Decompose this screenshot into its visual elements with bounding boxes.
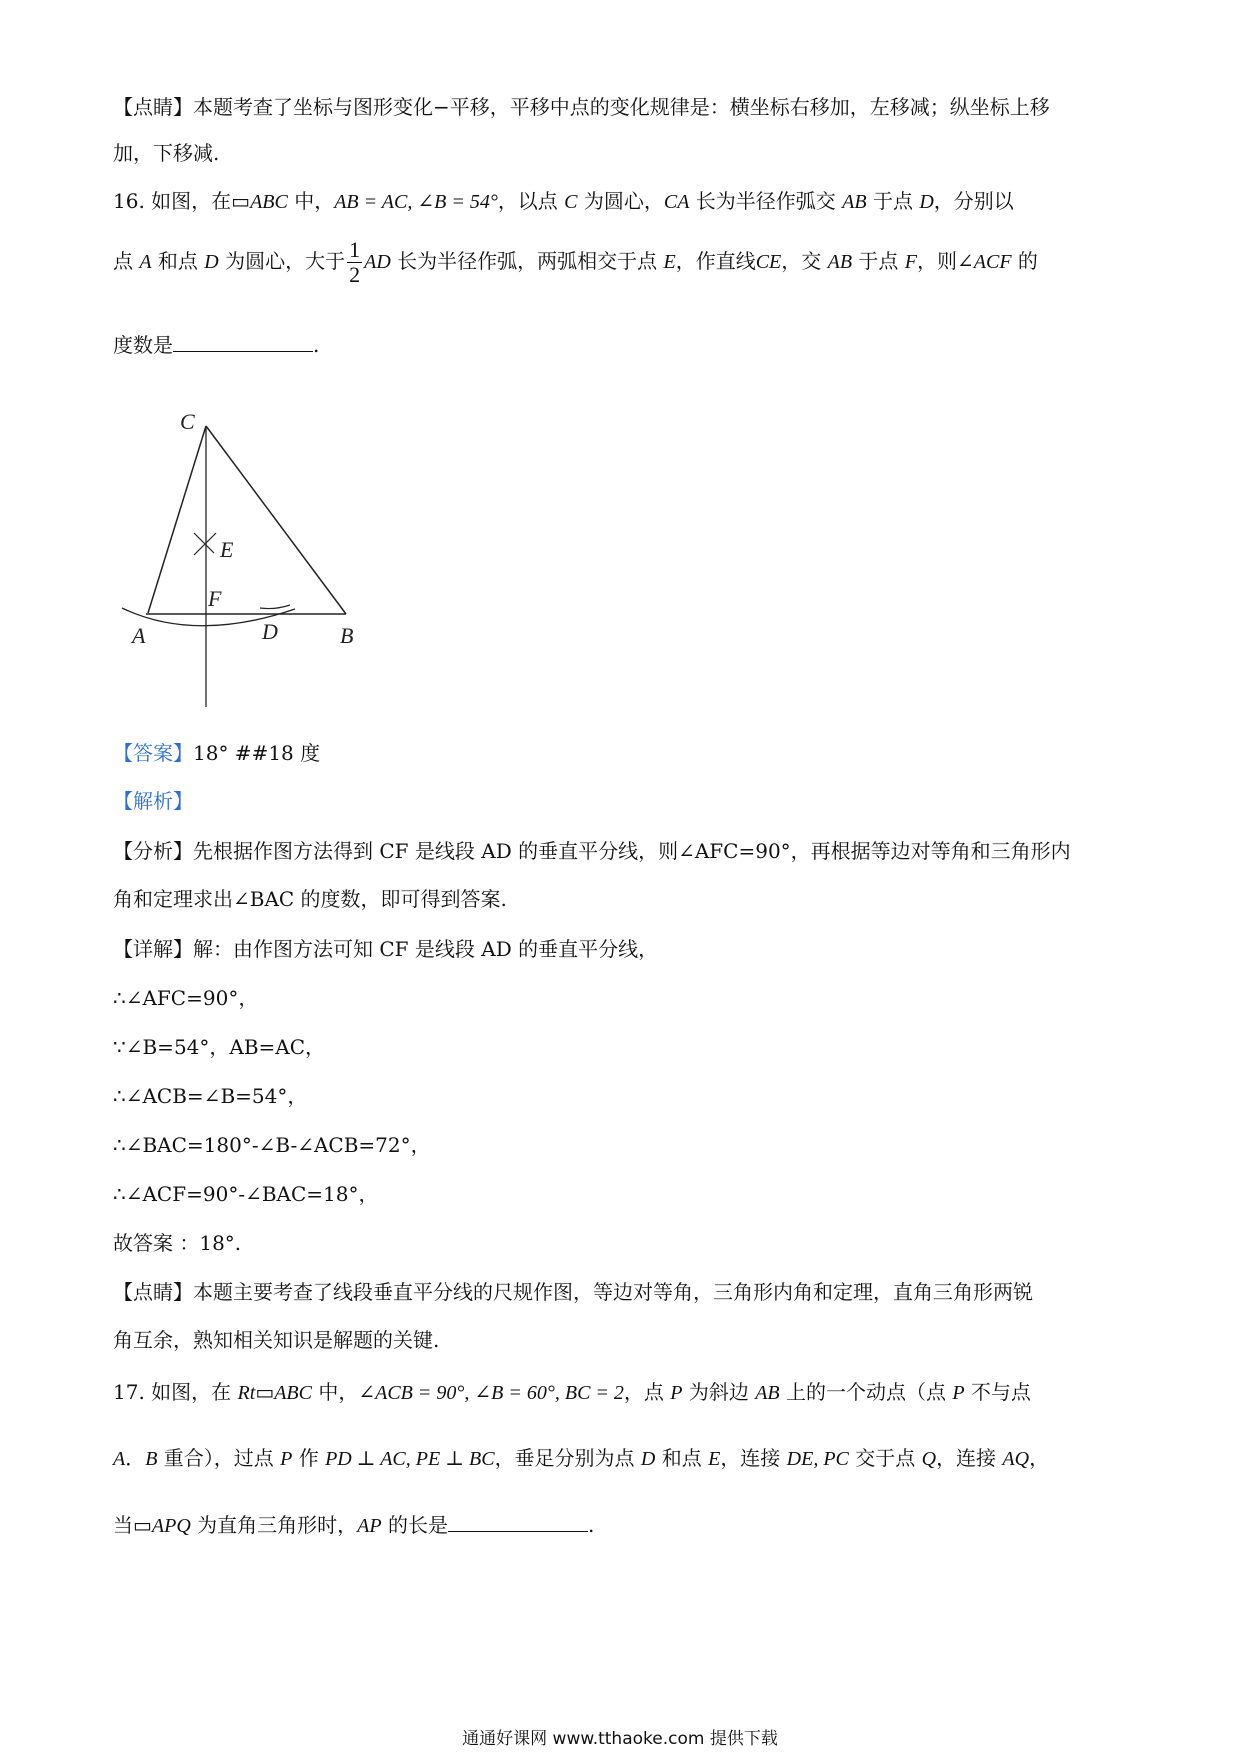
q16-answer: 【答案】18° ##18 度 [113,741,321,765]
q16-dianjing-1: 【点睛】本题主要考查了线段垂直平分线的尺规作图，等边对等角，三角形内角和定理，直角三角形两锐 [113,1280,1033,1304]
q16-stem-line2: 点 A 和点 D 为圆心，大于 $\frac{1}{2}$ AD 长为半径作弧，两弧相交于点 E，作直线CE，交 AB 于点 F，则∠ACF 的 [113,237,1038,287]
side-cb [206,426,346,614]
q16-figure [110,405,370,715]
q17-stem-line1: 17. 如图，在 Rt▭ABC 中，∠ACB = 90°, ∠B = 60°, BC = 2，点 P 为斜边 AB 上的一个动点（点 P 不与点 [113,1380,1031,1404]
prev-dianjing-line2: 加，下移减. [113,141,220,165]
q16-step2: ∵∠B=54°，AB=AC， [113,1035,326,1059]
triangle-symbol: ▭ [133,1513,152,1537]
label-c: C [180,409,195,434]
q16-dianjing-2: 角互余，熟知相关知识是解题的关键. [113,1328,440,1352]
q16-stem-line3: 度数是 . [113,333,320,357]
answer-tag: 【答案】 [113,741,193,765]
prev-dianjing-line1: 【点睛】本题考查了坐标与图形变化−平移，平移中点的变化规律是：横坐标右移加，左移减；纵坐标上移 [113,95,1050,119]
answer-blank [448,1513,588,1532]
q16-conclusion: 故答案 ：18°. [113,1231,242,1255]
label-f: F [208,586,222,611]
answer-blank [173,333,313,352]
q16-fenxi-2: 角和定理求出∠BAC 的度数，即可得到答案. [113,887,507,911]
q17-stem-line3: 当▭APQ 为直角三角形时，AP 的长是 . [113,1513,595,1537]
arc-short [260,605,290,609]
q16-stem-line1: 16. 如图，在▭ABC 中，AB = AC, ∠B = 54°，以点 C 为圆心，CA 长为半径作弧交 AB 于点 D，分别以 [113,189,1014,213]
label-b: B [340,623,354,648]
label-e: E [220,537,234,562]
q16-step4: ∴∠BAC=180°-∠B-∠ACB=72°， [113,1133,431,1157]
fraction-one-half: $\frac{1}{2}$ [349,237,361,287]
triangle-symbol: ▭ [231,189,251,213]
label-d: D [262,619,278,644]
q16-xiangjie: 【详解】解：由作图方法可知 CF 是线段 AD 的垂直平分线， [113,937,659,961]
q16-step3: ∴∠ACB=∠B=54°， [113,1084,308,1108]
q16-step5: ∴∠ACF=90°-∠BAC=18°， [113,1182,379,1206]
q16-fenxi-1: 【分析】先根据作图方法得到 CF 是线段 AD 的垂直平分线，则∠AFC=90°，再根据等边对等角和三角形内 [113,839,1071,863]
q16-analysis-tag: 【解析】 [113,789,193,813]
q16-step1: ∴∠AFC=90°， [113,986,259,1010]
page-footer: 通通好课网 www.tthaoke.com 提供下载 [462,1729,778,1749]
label-a: A [132,623,146,648]
arc-mark-1 [194,533,214,553]
side-ca [148,426,206,613]
q17-stem-line2: A．B 重合），过点 P 作 PD ⊥ AC, PE ⊥ BC，垂足分别为点 D 和点 E，连接 DE, PC 交于点 Q，连接 AQ， [113,1446,1050,1470]
triangle-symbol: ▭ [255,1380,275,1404]
